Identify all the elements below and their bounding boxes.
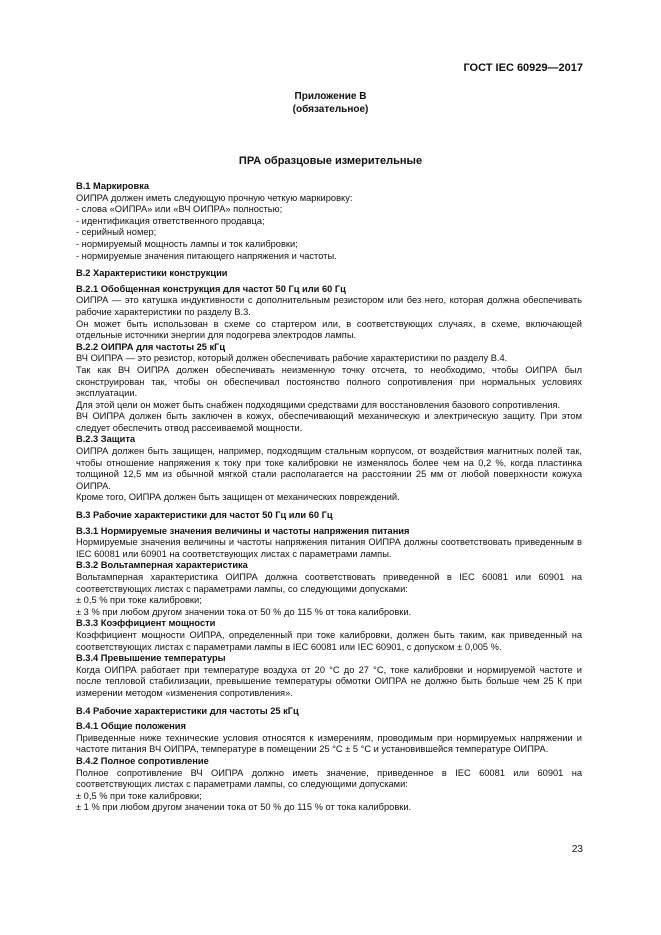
section-heading-b2: В.2 Характеристики конструкции bbox=[76, 268, 228, 279]
subsection-heading-b32: В.3.2 Вольтамперная характеристика bbox=[76, 560, 248, 571]
subsection-heading-b34: В.3.4 Превышение температуры bbox=[76, 653, 226, 664]
list-item: - нормируемый мощность лампы и ток калибровки; bbox=[76, 238, 298, 249]
list-item: ± 1 % при любом другом значении тока от 50 % до 115 % от тока калибровки. bbox=[76, 802, 412, 813]
list-item: ± 0,5 % при токе калибровки; bbox=[76, 595, 202, 606]
subsection-heading-b41: В.4.1 Общие положения bbox=[76, 721, 186, 732]
document-title: ПРА образцовые измерительные bbox=[238, 155, 423, 167]
document-body bbox=[58, 181, 582, 814]
subsection-heading-b31: В.3.1 Нормируемые значения величины и частоты напряжения питания bbox=[76, 525, 410, 536]
paragraph: ОИПРА — это катушка индуктивности с дополнительным резистором или без него, которая должна обеспечивать рабочие характеристики по разделу В.3. bbox=[76, 295, 582, 317]
paragraph: ВЧ ОИПРА должен быть заключен в кожух, обеспечивающий механическую и электрическую защиту. При этом следует обеспечить отвод рассеиваемой мощности. bbox=[76, 411, 582, 433]
subsection-heading-b23: В.2.3 Защита bbox=[76, 434, 136, 445]
paragraph: Он может быть использован в схеме со стартером или, в соответствующих случаях, в схеме, включающей отдельные источники энергии для подогрева электродов лампы. bbox=[76, 318, 582, 341]
page-number: 23 bbox=[571, 844, 583, 855]
list-item: ± 0,5 % при токе калибровки; bbox=[76, 790, 202, 801]
appendix-title: Приложение В bbox=[294, 91, 367, 102]
paragraph: Полное сопротивление ВЧ ОИПРА должно иметь значение, приведенное в IEC 60081 или 60901 на соответствующих листах с параметрами лампы, со следующими допусками: bbox=[76, 767, 582, 790]
subsection-heading-b33: В.3.3 Коэффициент мощности bbox=[76, 618, 216, 629]
list-item: - серийный номер; bbox=[76, 227, 157, 238]
appendix-status: (обязательное) bbox=[292, 104, 369, 115]
paragraph: Так как ВЧ ОИПРА должен обеспечивать неизменную точку отсчета, то необходимо, чтобы ОИПРА был сконструирован так, чтобы он обеспечивал постоянство полного сопротивления при нормальных условиях эксплуатации. bbox=[76, 364, 582, 399]
paragraph: Для этой цели он может быть снабжен подходящими средствами для восстановления базового сопротивления. bbox=[76, 399, 561, 410]
paragraph: Коэффициент мощности ОИПРА, определенный при токе калибровки, должен быть таким, как приведенный на соответствующих листах с параметрами лампы в IEC 60081 или IEC 60901, с допуском ± 0,005 %. bbox=[76, 629, 582, 652]
paragraph: ОИПРА должен иметь следующую прочную четкую маркировку: bbox=[76, 192, 353, 203]
list-item: ± 3 % при любом другом значении тока от 50 % до 115 % от тока калибровки. bbox=[76, 606, 412, 617]
paragraph: Вольтамперная характеристика ОИПРА должна соответствовать приведенной в IEC 60081 или 60901 на соответствующих листах с параметрами лампы, со следующими допусками: bbox=[76, 572, 582, 594]
list-item: - идентификация ответственного продавца; bbox=[76, 215, 265, 226]
subsection-heading-b21: В.2.1 Обобщенная конструкция для частот 50 Гц или 60 Гц bbox=[76, 283, 346, 294]
standard-code: ГОСТ IEC 60929—2017 bbox=[463, 62, 583, 74]
subsection-heading-b42: В.4.2 Полное сопротивление bbox=[76, 755, 209, 766]
paragraph: ОИПРА должен быть защищен, например, подходящим стальным корпусом, от воздействия магнитных полей так, чтобы отношение напряжения к току при токе калибровки не изменялось более чем на 0,2 %, когда пластинка толщиной 12,5 мм из обычной мягкой стали располагается на расстоянии 25 мм от любой поверхности кожуха ОИПРА. bbox=[76, 446, 582, 491]
paragraph: Приведенные ниже технические условия относятся к измерениям, проводимым при нормируемых напряжении и частоте питания ВЧ ОИПРА, температуре в помещении 25 °С ± 5 °С и установившейся температуре ОИПРА. bbox=[76, 732, 582, 755]
section-heading-b3: В.3 Рабочие характеристики для частот 50 Гц или 60 Гц bbox=[76, 510, 333, 521]
paragraph: Кроме того, ОИПРА должен быть защищен от механических повреждений. bbox=[76, 492, 400, 503]
subsection-heading-b22: В.2.2 ОИПРА для частоты 25 кГц bbox=[76, 341, 226, 352]
section-heading-b4: В.4 Рабочие характеристики для частоты 25 кГц bbox=[76, 705, 299, 716]
paragraph: ВЧ ОИПРА — это резистор, который должен обеспечивать рабочие характеристики по разделу В.4. bbox=[76, 353, 508, 364]
paragraph: Нормируемые значения величины и частоты напряжения питания ОИПРА должны соответствовать приведенным в IEC 60081 или 60901 на соответствующих листах с параметрами лампы. bbox=[76, 537, 582, 559]
list-item: - нормируемые значения питающего напряжения и частоты. bbox=[76, 250, 337, 261]
paragraph: Когда ОИПРА работает при температуре воздуха от 20 °С до 27 °С, токе калибровки и нормируемой частоте и после тепловой стабилизации, превышение температуры обмотки ОИПРА не должно быть больше чем 25 К при измерении методом «изменения сопротивления». bbox=[76, 664, 582, 698]
list-item: - слова «ОИПРА» или «ВЧ ОИПРА» полностью; bbox=[76, 204, 283, 215]
section-heading-b1: В.1 Маркировка bbox=[76, 181, 150, 191]
